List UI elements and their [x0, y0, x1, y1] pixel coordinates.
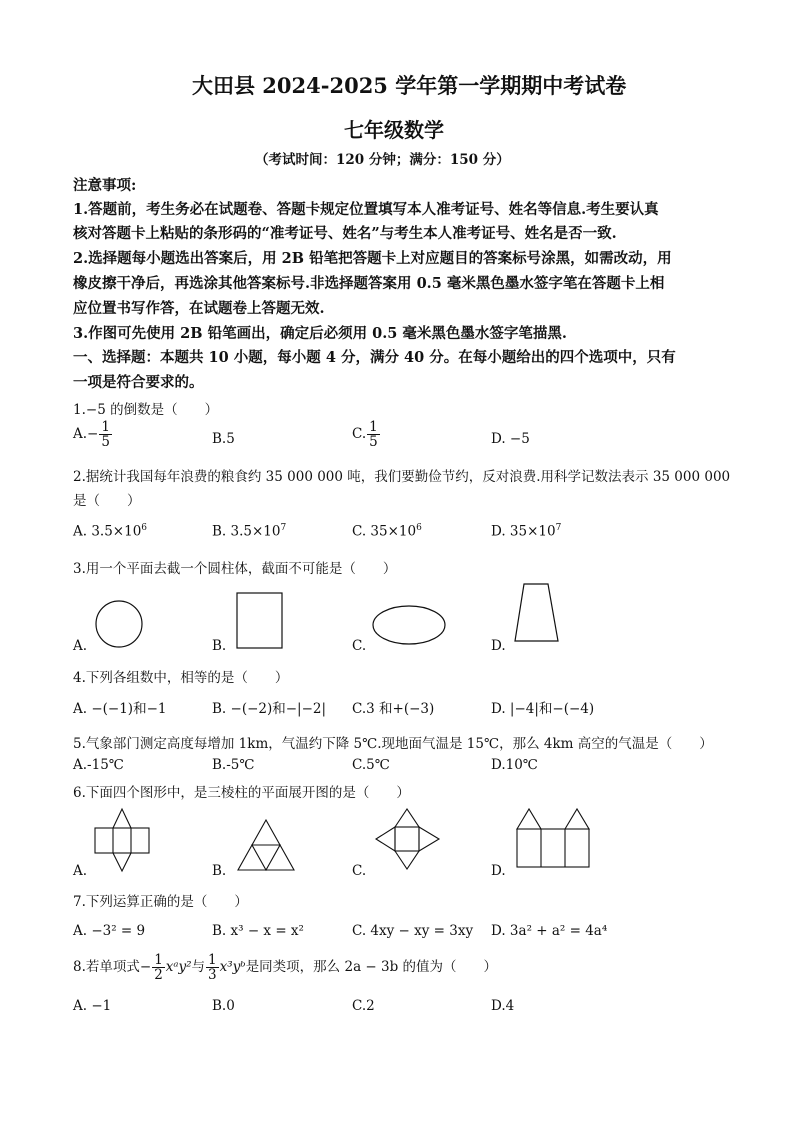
option-d: D.4: [491, 998, 515, 1014]
option-d: D. −5: [491, 431, 530, 447]
option-c: C.: [352, 638, 367, 654]
question-stem: 是（ ）: [73, 493, 141, 509]
rectangle-figure: [236, 592, 284, 650]
option-a: A.-15℃: [73, 757, 124, 773]
option-b: B.-5℃: [212, 757, 255, 773]
option-d: D. 3a² + a² = 4a⁴: [491, 923, 608, 939]
option-c: C. $\frac{1}{5}$: [352, 419, 378, 451]
option-c: C.: [352, 863, 367, 879]
option-b: B. x³ − x = x²: [212, 923, 304, 939]
option-a: A.: [73, 638, 88, 654]
ellipse-figure: [372, 605, 448, 645]
option-d: D.: [491, 863, 506, 879]
prism-net-c-figure: [373, 805, 443, 875]
question-stem: 4.下列各组数中，相等的是（ ）: [73, 670, 289, 686]
question-stem: 7.下列运算正确的是（ ）: [73, 894, 248, 910]
question-stem: 5.气象部门测定高度每增加 1km，气温约下降 5℃.现地面气温是 15℃，那么 4km 高空的气温是（ ）: [73, 736, 713, 752]
notes-line: 核对答题卡上粘贴的条形码的“准考证号、姓名”与考生本人准考证号、姓名是否一致.: [73, 225, 617, 242]
option-d: D.10℃: [491, 757, 538, 773]
option-b: B.: [212, 638, 227, 654]
option-c: C.2: [352, 998, 375, 1014]
question-stem: 2.据统计我国每年浪费的粮食约 35 000 000 吨，我们要勤俭节约，反对浪费.用科学记数法表示 35 000 000: [73, 469, 731, 485]
option-b: B.5: [212, 431, 235, 447]
option-d: D.: [491, 638, 506, 654]
notes-line: 3.作图可先使用 2B 铅笔画出，确定后必须用 0.5 毫米黑色墨水签字笔描黑.: [73, 325, 567, 342]
option-b: B. $3.5\times 10^7$: [212, 523, 287, 540]
option-a: A. −3² = 9: [73, 923, 146, 939]
prism-net-a-figure: [93, 805, 153, 875]
question-stem: 3.用一个平面去截一个圆柱体，截面不可能是（ ）: [73, 561, 397, 577]
question-stem: 8.若单项式− $\frac{1}{2}$ xᵃy²与 $\frac{1}{3}$ x³yᵇ是同类项，那么 2a − 3b 的值为（ ）: [73, 952, 498, 984]
prism-net-d-figure: [514, 805, 594, 870]
option-a: A.− $\frac{1}{5}$: [73, 419, 110, 451]
section-heading: 一、选择题：本题共 10 小题，每小题 4 分，满分 40 分。在每小题给出的四个选项中，只有: [73, 349, 676, 366]
option-a: A. −(−1)和−1: [73, 701, 167, 717]
option-d: D. |−4|和−(−4): [491, 701, 595, 717]
option-a: A. $3.5\times 10^6$: [73, 523, 148, 540]
circle-figure: [95, 600, 145, 650]
exam-title: 大田县 2024-2025 学年第一学期期中考试卷: [192, 73, 627, 98]
trapezoid-figure: [514, 583, 560, 643]
option-c: C. $35\times 10^6$: [352, 523, 422, 540]
section-heading: 一项是符合要求的。: [73, 374, 204, 391]
question-stem: 6.下面四个图形中，是三棱柱的平面展开图的是（ ）: [73, 785, 410, 801]
option-c: C. 4xy − xy = 3xy: [352, 923, 474, 939]
exam-subtitle: 七年级数学: [344, 118, 444, 142]
option-c: C.3 和+(−3): [352, 701, 435, 717]
question-stem: 1.−5 的倒数是（ ）: [73, 402, 219, 418]
option-a: A.: [73, 863, 88, 879]
notes-line: 1.答题前，考生务必在试题卷、答题卡规定位置填写本人准考证号、姓名等信息.考生要认真: [73, 201, 659, 218]
notes-line: 橡皮擦干净后，再选涂其他答案标号.非选择题答案用 0.5 毫米黑色墨水签字笔在答题卡上相: [73, 275, 665, 292]
prism-net-b-figure: [237, 818, 297, 873]
notes-line: 应位置书写作答，在试题卷上答题无效.: [73, 300, 325, 317]
option-b: B.0: [212, 998, 235, 1014]
exam-info: （考试时间：120 分钟；满分：150 分）: [255, 152, 510, 168]
option-d: D. $35\times 10^7$: [491, 523, 562, 540]
option-b: B.: [212, 863, 227, 879]
option-a: A. −1: [73, 998, 112, 1014]
option-b: B. −(−2)和−|−2|: [212, 701, 327, 717]
notes-line: 2.选择题每小题选出答案后，用 2B 铅笔把答题卡上对应题目的答案标号涂黑，如需改动，用: [73, 250, 672, 267]
option-c: C.5℃: [352, 757, 390, 773]
notes-heading: 注意事项:: [73, 177, 137, 194]
